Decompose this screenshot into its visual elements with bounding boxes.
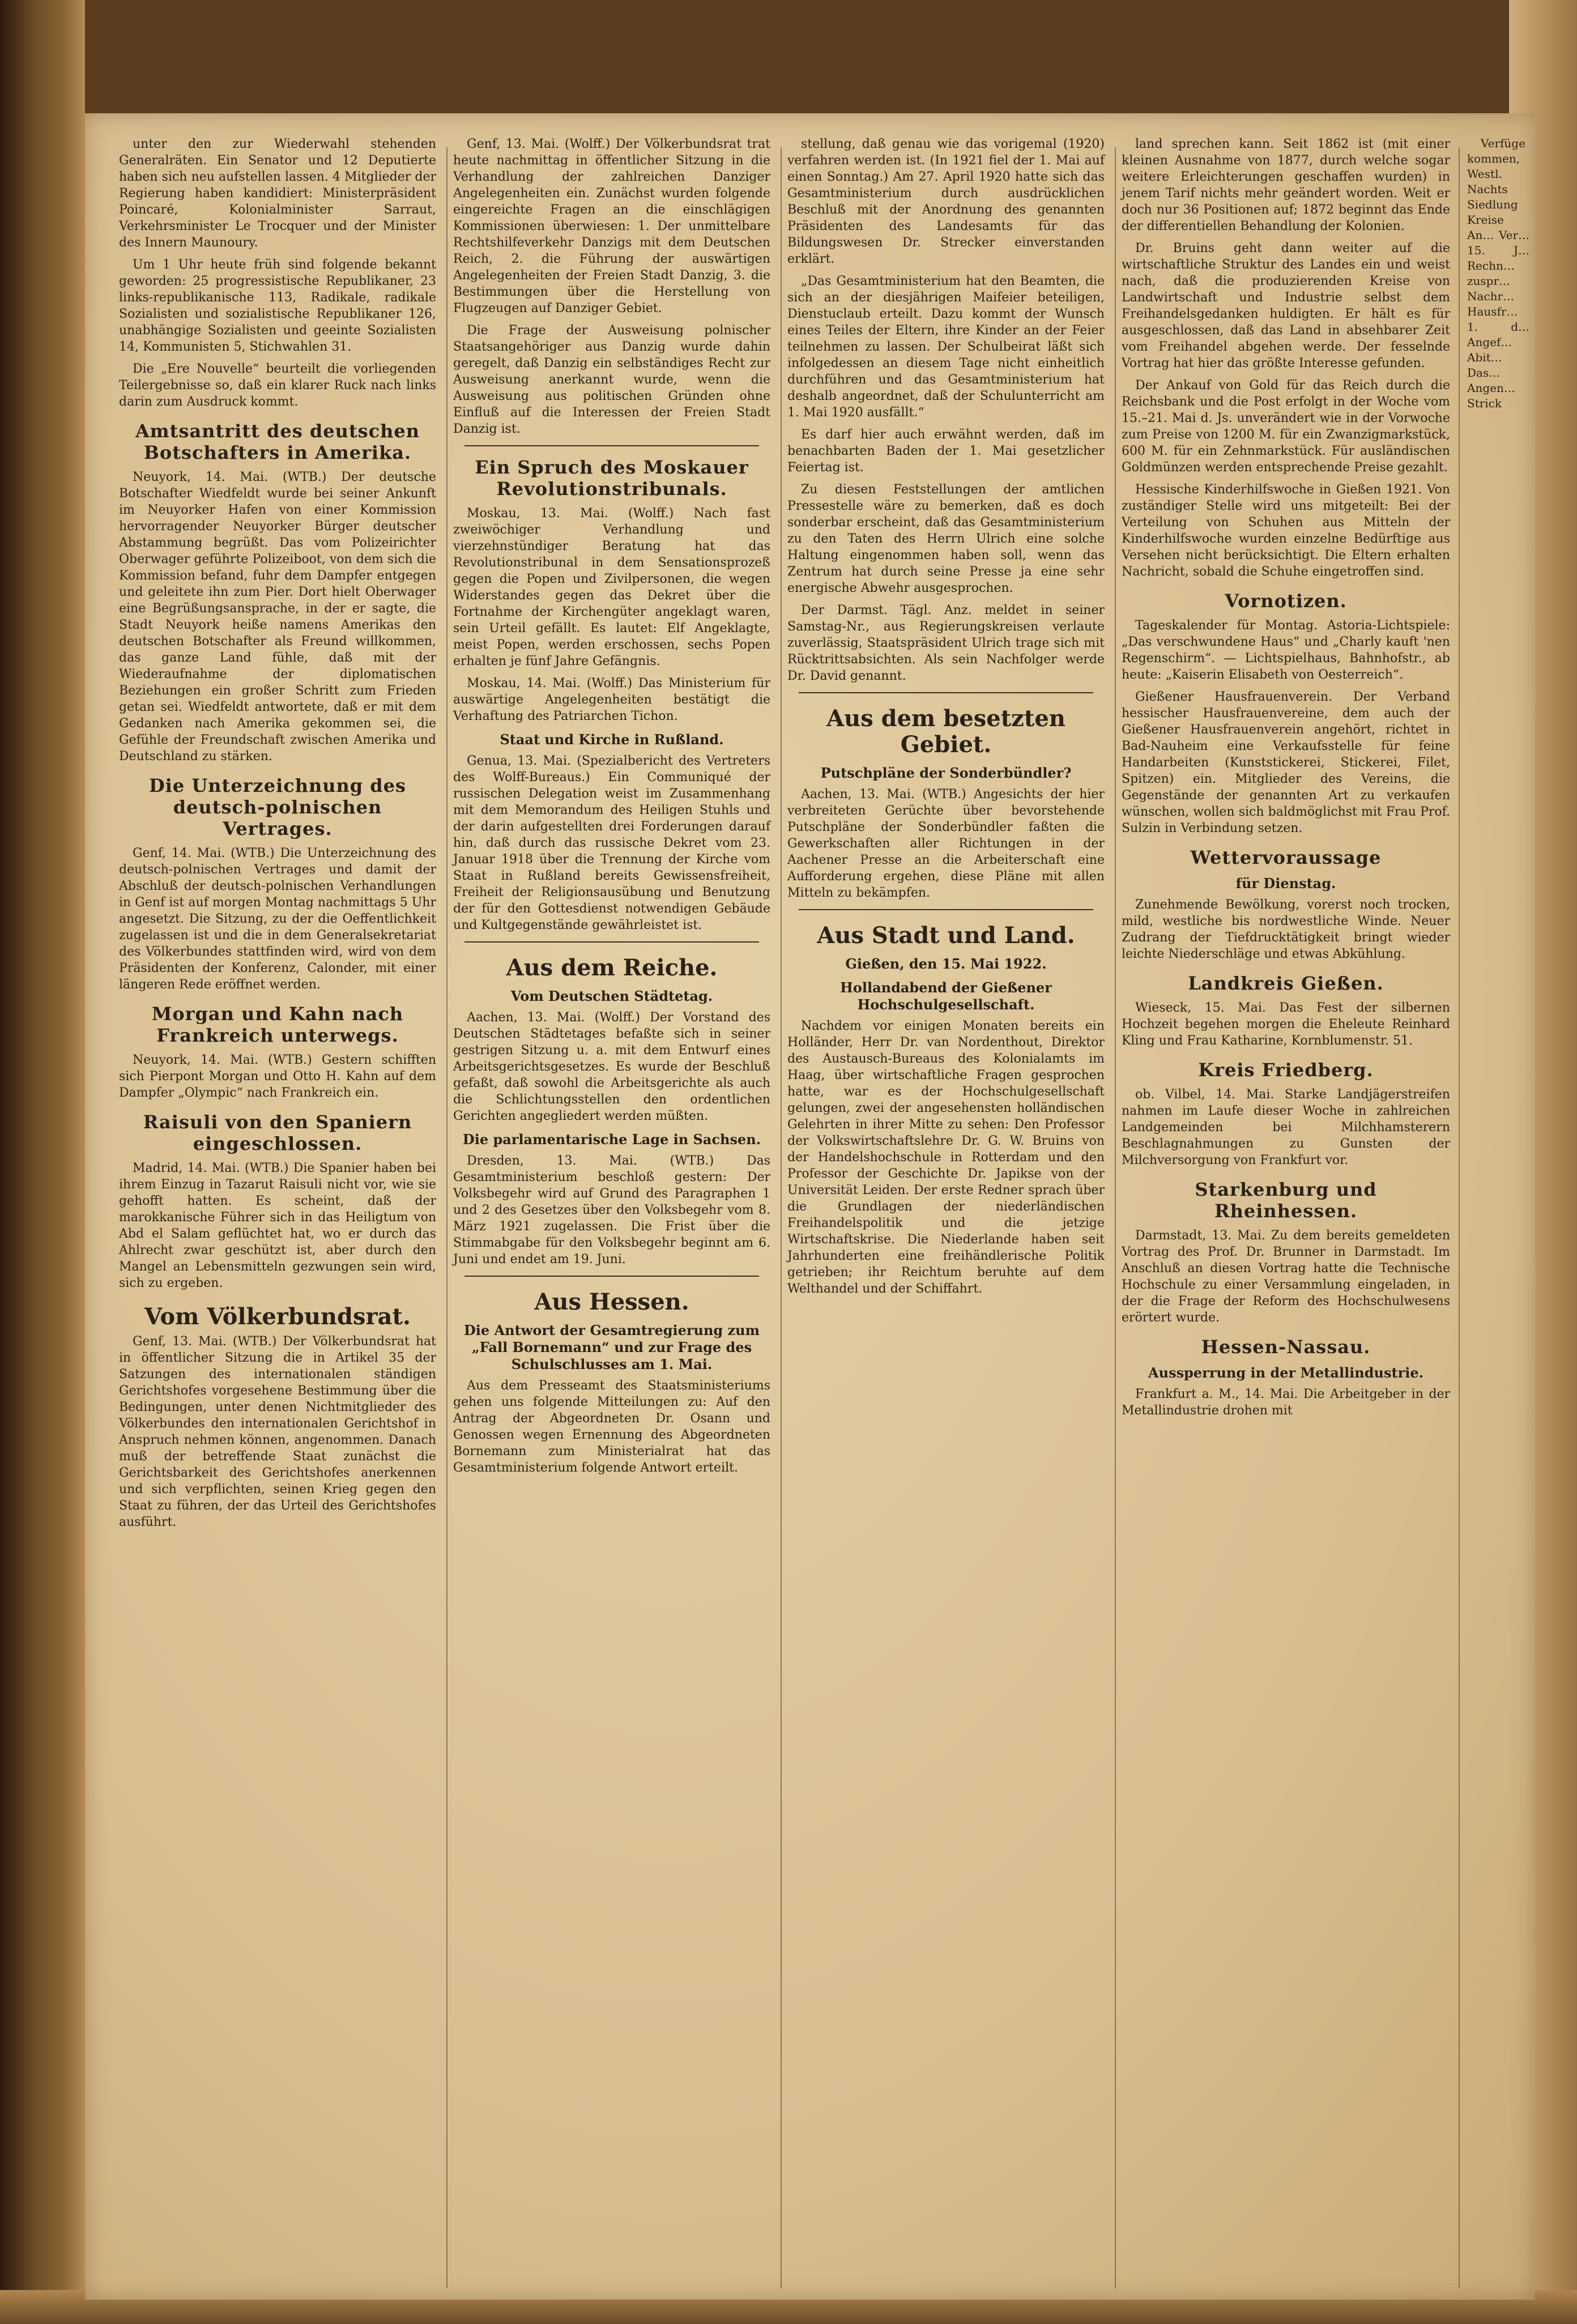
article-heading: Amtsantritt des deutschen Botschafters in Amerika.: [135, 420, 420, 463]
article-subheading: Putschpläne der Sonderbündler?: [820, 765, 1072, 781]
article-text: Es darf hier auch erwähnt werden, daß im benachbarten Baden der 1. Mai gesetzlicher Feiertag ist.: [787, 428, 1105, 475]
separator: [464, 1276, 759, 1277]
article-text: Aachen, 13. Mai. (Wolff.) Der Vorstand des Deutschen Städtetages befaßte sich in seiner gestrigen Sitzung u. a. mit dem Entwurf eines Arbeitsgerichtsgesetzes. Es wurde der Beschluß gefaßt, daß sowohl die Arbeitsgerichte als auch die Schlichtungsstellen den ordentlichen Gerichten angegliedert werden müßten.: [453, 1010, 770, 1123]
article-subheading: Die Antwort der Gesamtregierung zum „Fall Bornemann“ und zur Frage des Schulschlusses am 1. Mai.: [463, 1322, 760, 1372]
article-subheading: Die parlamentarische Lage in Sachsen.: [462, 1131, 761, 1148]
article-subheading: Aussperrung in der Metallindustrie.: [1148, 1364, 1423, 1381]
article-text: Gießener Hausfrauenverein. Der Verband hessischer Hausfrauenvereine, dem auch der Gießener Hausfrauenverein angehört, richtet in Bad-Nauheim eine Verkaufsstelle für feine Handarbeiten (Kunststickerei, Stickerei, Filet, Spitzen) ein. Mitglieder des Vereins, die Gegenstände der genannten Art zu verkaufen wünschen, wollen sich baldmöglichst mit Frau Prof. Sulzin in Verbindung setzen.: [1122, 690, 1450, 835]
section-heading: Aus dem Reiche.: [506, 954, 718, 981]
column-rule: [1459, 147, 1460, 2288]
separator: [464, 445, 759, 446]
article-text: Aus dem Presseamt des Staatsministeriums gehen uns folgende Mitteilungen zu: Auf den Antrag der Abgeordneten Dr. Osann und Genossen wegen Ernennung des Abgeordneten Bornemann zum Ministerialrat hat das Gesamtministerium folgende Antwort erteilt.: [453, 1379, 770, 1475]
section-heading: Aus dem besetzten Gebiet.: [826, 705, 1065, 758]
article-text: Madrid, 14. Mai. (WTB.) Die Spanier haben bei ihrem Einzug in Tazarut Raisuli nicht vor, wie sie gehofft hatten. Es scheint, daß der marokkanische Führer sich in das Heiligtum von Abd el Salam geflüchtet hat, wo er durch das Ahlrecht zwar geschützt ist, aber durch den Mangel an Lebensmitteln gezwungen sein wird, sich zu ergeben.: [119, 1161, 436, 1290]
newspaper-page: [85, 113, 1535, 2300]
article-text: Moskau, 13. Mai. (Wolff.) Nach fast zweiwöchiger Verhandlung und vierzehnstündiger Beratung hat das Revolutionstribunal in dem Sensationsprozeß gegen die Popen und Zivilpersonen, die wegen Widerstandes gegen das Dekret über die Fortnahme der Kirchengüter angeklagt waren, sein Urteil gefällt. Es lautet: Elf Angeklagte, meist Popen, werden erschossen, sechs Popen erhalten je fünf Jahre Gefängnis.: [453, 506, 770, 668]
article-subheading: für Dienstag.: [1235, 875, 1336, 892]
column-3: [787, 136, 1105, 1303]
article-text: Nachdem vor einigen Monaten bereits ein Holländer, Herr Dr. van Nordenthout, Direktor des Austausch-Bureaus des Kolonialamts im Haag, über wirtschaftliche Fragen gesprochen hatte, war es der Hochschulgesellschaft gelungen, zwei der angesehensten holländischen Gelehrten in ihrer Mitte zu sehen: Den Professor der Volkswirtschaftslehre Dr. G. W. Bruins von der Handelshochschule in Rotterdam und den Professor der Geschichte Dr. Japikse von der Universität Leiden. Der erste Redner sprach über die Grundlagen der niederländischen Freihandelspolitik und die jetzige Wirtschaftskrise. Die Niederlande haben seit Jahrhunderten eine freihändlerische Politik getrieben; ihr Reichtum beruhte auf dem Welthandel und der Schiffahrt.: [787, 1019, 1105, 1296]
article-heading: Wettervoraussage: [1190, 847, 1382, 868]
article-heading: Landkreis Gießen.: [1188, 973, 1384, 994]
article-heading: Hessen-Nassau.: [1201, 1336, 1371, 1358]
article-text: Moskau, 14. Mai. (Wolff.) Das Ministerium für auswärtige Angelegenheiten bestätigt die Verhaftung des Patriarchen Tichon.: [453, 676, 770, 723]
column-2: [453, 136, 770, 1482]
separator: [799, 692, 1093, 693]
section-heading: Aus Stadt und Land.: [817, 922, 1075, 949]
article-heading: Vornotizen.: [1225, 590, 1347, 612]
article-text: Dresden, 13. Mai. (WTB.) Das Gesamtministerium beschloß gestern: Der Volksbegehr wird auf Grund des Paragraphen 1 und 2 des Gesetzes über den Volksbegehr vom 8. März 1921 zugelassen. Die Frist über die Stimmabgabe für den Volksbegehr beginnt am 6. Juni und endet am 19. Juni.: [453, 1154, 770, 1267]
article-text: Der Darmst. Tägl. Anz. meldet in seiner Samstag-Nr., aus Regierungskreisen verlaute zuverlässig, Staatspräsident Ulrich trage sich mit Rücktrittsabsichten. Als sein Nachfolger werde Dr. David genannt.: [787, 603, 1105, 683]
separator: [464, 941, 759, 943]
article-text: land sprechen kann. Seit 1862 ist (mit einer kleinen Ausnahme von 1877, durch welche sogar weitere Erleichterungen geschaffen wurden) in jenem Tarif nichts mehr geändert worden. Weit er doch nur 36 Positionen auf; 1872 beginnt das Ende der differentiellen Behandlung der Kolonien.: [1122, 137, 1450, 233]
article-text: Genf, 14. Mai. (WTB.) Die Unterzeichnung des deutsch-polnischen Vertrages und damit der Abschluß der deutsch-polnischen Verhandlungen in Genf ist auf morgen Montag nachmittags 5 Uhr angesetzt. Die Sitzung, zu der die Oeffentlichkeit zugelassen ist und die in dem Generalsekretariat des Völkerbundes stattfinden wird, wird von dem Präsidenten der Konferenz, Calonder, mit einer längeren Rede eröffnet werden.: [119, 846, 436, 992]
article-subheading: Staat und Kirche in Rußland.: [500, 731, 724, 748]
article-text: Darmstadt, 13. Mai. Zu dem bereits gemeldeten Vortrag des Prof. Dr. Brunner in Darmstadt. Im Anschluß an diesen Vortrag hatte die Technische Hochschule zu einer Versammlung eingeladen, in der die Frage der Reform des Hochschulwesens erörtert wurde.: [1122, 1229, 1450, 1325]
article-text: Dr. Bruins geht dann weiter auf die wirtschaftliche Struktur des Landes ein und weist nach, daß die produzierenden Kreise von Landwirtschaft und Industrie selbst dem Freihandelsgedanken huldigten. Er hält es für ausgeschlossen, daß das Land in absehbarer Zeit vom Freihandel abgehen werde. Der fesselnde Vortrag hat hier das größte Interesse gefunden.: [1122, 241, 1450, 370]
article-text: Aachen, 13. Mai. (WTB.) Angesichts der hier verbreiteten Gerüchte über bevorstehende Putschpläne der Sonderbündler faßten die Gewerkschaften aller Richtungen in der Aachener Presse an die Arbeiterschaft eine Aufforderung ergehen, diese Pläne mit allen Mitteln zu bekämpfen.: [787, 787, 1105, 900]
article-text: stellung, daß genau wie das vorigemal (1920) verfahren werden ist. (In 1921 fiel der 1. Mai auf einen Sonntag.) Am 27. April 1920 hatte sich das Gesamtministerium durch ausdrücklichen Beschluß mit der Anordnung des genannten Präsidenten des Landesamts für das Bildungswesen Dr. Strecker einverstanden erklärt.: [787, 137, 1105, 266]
article-heading: Starkenburg und Rheinhessen.: [1195, 1179, 1377, 1222]
column-1: [119, 136, 436, 1536]
article-text: Neuyork, 14. Mai. (WTB.) Der deutsche Botschafter Wiedfeldt wurde bei seiner Ankunft im Neuyorker Hafen von einer Kommission hervorragender Neuyorker Bürger deutscher Abstammung begrüßt. Das vom Polizeirichter Oberwager geführte Polizeiboot, von dem sich die Kommission befand, fuhr dem Dampfer entgegen und geleitete ihn zum Pier. Dort hielt Oberwager eine Begrüßungsansprache, in der er sagte, die Stadt Neuyork heiße namens Amerikas den deutschen Botschafter als Freund willkommen, das ganze Land fühle, daß mit der Wiederaufnahme der diplomatischen Beziehungen ein großer Schritt zum Frieden getan sei. Wiedfeldt antwortete, daß er mit dem Gedanken nach Amerika gekommen sei, die Gefühle der Freundschaft zwischen Amerika und Deutschland zu stärken.: [119, 470, 436, 764]
section-heading: Aus Hessen.: [534, 1289, 689, 1315]
article-text: Zunehmende Bewölkung, vorerst noch trocken, mild, westliche bis nordwestliche Winde. Neuer Zudrang der Tiefdrucktätigkeit bringt wieder leichte Niederschläge und etwas Abkühlung.: [1122, 898, 1450, 961]
column-rule: [446, 147, 447, 2288]
article-text: Genua, 13. Mai. (Spezialbericht des Vertreters des Wolff-Bureaus.) Ein Communiqué der russischen Delegation weist im Zusammenhang mit dem Memorandum des Heiligen Stuhls und der darin aufgestellten drei Forderungen darauf hin, daß durch das russische Dekret vom 23. Januar 1918 über die Trennung der Kirche vom Staat in Rußland bereits Gewissensfreiheit, Freiheit der Religionsausübung und Benutzung der für den Gottesdienst notwendigen Gebäude und Kultgegenstände gewährleistet ist.: [453, 754, 770, 932]
article-text: Die „Ere Nouvelle“ beurteilt die vorliegenden Teilergebnisse so, daß ein klarer Ruck nach links darin zum Ausdruck kommt.: [119, 362, 436, 409]
article-text: unter den zur Wiederwahl stehenden Generalräten. Ein Senator und 12 Deputierte haben sich neu aufstellen lassen. 4 Mitglieder der Regierung haben kandidiert: Ministerpräsident Poincaré, Kolonialminister Sarraut, Verkehrsminister Le Trocquer und der Minister des Innern Maunoury.: [119, 137, 436, 250]
column-5-partial: [1467, 136, 1529, 417]
article-text: Um 1 Uhr heute früh sind folgende bekannt geworden: 25 progressistische Republikaner, 23 links-republikanische 113, Radikale, radikale Sozialisten und sozialistische Republikaner 126, unabhängige Sozialisten und geeinte Sozialisten 14, Kommunisten 5, Stichwahlen 31.: [119, 258, 436, 354]
article-subheading: Vom Deutschen Städtetag.: [510, 988, 713, 1004]
article-heading: Die Unterzeichnung des deutsch-polnischen Vertrages.: [148, 775, 407, 839]
article-text: Genf, 13. Mai. (Wolff.) Der Völkerbundsrat trat heute nachmittag in öffentlicher Sitzung in die Verhandlung der zahlreichen Danziger Angelegenheiten ein. Zunächst wurden folgende eingereichte Fragen an die einschlägigen Kommissionen überwiesen: 1. Der unmittelbare Rechtshilfeverkehr Danzigs mit dem Deutschen Reich, 2. die Führung der auswärtigen Angelegenheiten der Freien Stadt Danzig, 3. die Bestimmungen über die Herstellung von Flugzeugen auf Danziger Gebiet.: [453, 137, 770, 315]
article-text: Genf, 13. Mai. (WTB.) Der Völkerbundsrat hat in öffentlicher Sitzung die in Artikel 35 der Satzungen des internationalen ständigen Gerichtshofes vorgesehene Bestimmung über die Bedingungen, unter denen Nichtmitglieder des Völkerbundes den internationalen Gerichtshof in Anspruch nehmen können, angenommen. Danach muß der betreffende Staat zunächst die Gerichtsbarkeit des Gerichtshofes anerkennen und sich verpflichten, seinen Krieg gegen den Staat zu führen, der das Urteil des Gerichtshofes ausführt.: [119, 1334, 436, 1529]
article-text: Wieseck, 15. Mai. Das Fest der silbernen Hochzeit begehen morgen die Eheleute Reinhard Kling und Frau Katharine, Kornblumenstr. 51.: [1122, 1001, 1450, 1048]
article-heading: Morgan und Kahn nach Frankreich unterwegs.: [151, 1003, 404, 1046]
article-heading: Raisuli von den Spaniern eingeschlossen.: [143, 1111, 412, 1154]
column-4: [1122, 136, 1450, 1425]
article-text: Zu diesen Feststellungen der amtlichen Pressestelle wäre zu bemerken, daß es doch sonderbar erscheint, daß das Gesamtministerium zu den Taten des Herrn Ulrich eine solche Haltung eingenommen haben soll, wenn das Zentrum hat durch seine Presse ja eine sehr energische Abwehr ausgesprochen.: [787, 483, 1105, 595]
book-binding-left: [0, 0, 85, 2324]
article-text: „Das Gesamtministerium hat den Beamten, die sich an der diesjährigen Maifeier beteiligen, Dienstuclaub erteilt. Dazu kommt der Wunsch eines Teiles der Eltern, ihre Kinder an der Feier teilnehmen zu lassen. Der Schulbeirat läßt sich infolgedessen an diesem Tage nicht einheitlich durchführen und das Gesamtministerium hat deshalb angeordnet, daß der Schulunterricht am 1. Mai 1920 ausfällt.“: [787, 274, 1105, 420]
section-heading: Vom Völkerbundsrat.: [144, 1303, 411, 1330]
article-heading: Kreis Friedberg.: [1198, 1059, 1374, 1081]
dateline: Gießen, den 15. Mai 1922.: [845, 956, 1047, 972]
article-text: Hessische Kinderhilfswoche in Gießen 1921. Von zuständiger Stelle wird uns mitgeteilt: Bei der Verteilung von Schuhen aus Mitteln der Kinderhilfswoche wurden einzelne Bedürftige aus Versehen nicht berücksichtigt. Die Eltern erhalten Nachricht, sobald die Schuhe eingetroffen sind.: [1122, 483, 1450, 579]
column-rule: [781, 147, 782, 2288]
article-text: Der Ankauf von Gold für das Reich durch die Reichsbank und die Post erfolgt in der Woche vom 15.–21. Mai d. Js. unverändert wie in der Vorwoche zum Preise von 1200 M. für ein Zwanzigmarkstück, 600 M. für ein Zehnmarkstück. Für ausländischen Goldmünzen werden entsprechende Preise gezahlt.: [1122, 378, 1450, 475]
article-text: Verfüge kommen, Westl. Nachts Siedlung Kreise An… Ver… 15. J… Rechn… zuspr… Nachr… Hausfr… 1. d… Angef… Abit… Das… Angen… Strick: [1467, 137, 1529, 410]
article-text: ob. Vilbel, 14. Mai. Starke Landjägerstreifen nahmen im Laufe dieser Woche in zahlreichen Landgemeinden bei Milchhamsterern Beschlagnahmungen zu Gunsten der Milchversorgung von Frankfurt vor.: [1122, 1088, 1450, 1167]
separator: [799, 909, 1093, 910]
article-text: Die Frage der Ausweisung polnischer Staatsangehöriger aus Danzig wurde dahin geregelt, daß Danzig ein selbständiges Recht zur Ausweisung anerkannt wurde, wenn die Ausweisung aus politischen Gründen ohne Einfluß auf die Interessen der Freien Stadt Danzig ist.: [453, 323, 770, 436]
column-rule: [1115, 147, 1116, 2288]
article-text: Tageskalender für Montag. Astoria-Lichtspiele: „Das verschwundene Haus“ und „Charly kauft 'nen Regenschirm“. — Lichtspielhaus, Bahnhofstr., ab heute: „Kaiserin Elisabeth von Oesterreich“.: [1122, 619, 1450, 682]
article-heading: Ein Spruch des Moskauer Revolutionstribunals.: [475, 457, 749, 500]
article-subheading: Hollandabend der Gießener Hochschulgesellschaft.: [840, 979, 1052, 1013]
article-text: Frankfurt a. M., 14. Mai. Die Arbeitgeber in der Metallindustrie drohen mit: [1122, 1387, 1450, 1418]
article-text: Neuyork, 14. Mai. (WTB.) Gestern schifften sich Pierpont Morgan und Otto H. Kahn auf dem Dampfer „Olympic“ nach Frankreich ein.: [119, 1053, 436, 1100]
